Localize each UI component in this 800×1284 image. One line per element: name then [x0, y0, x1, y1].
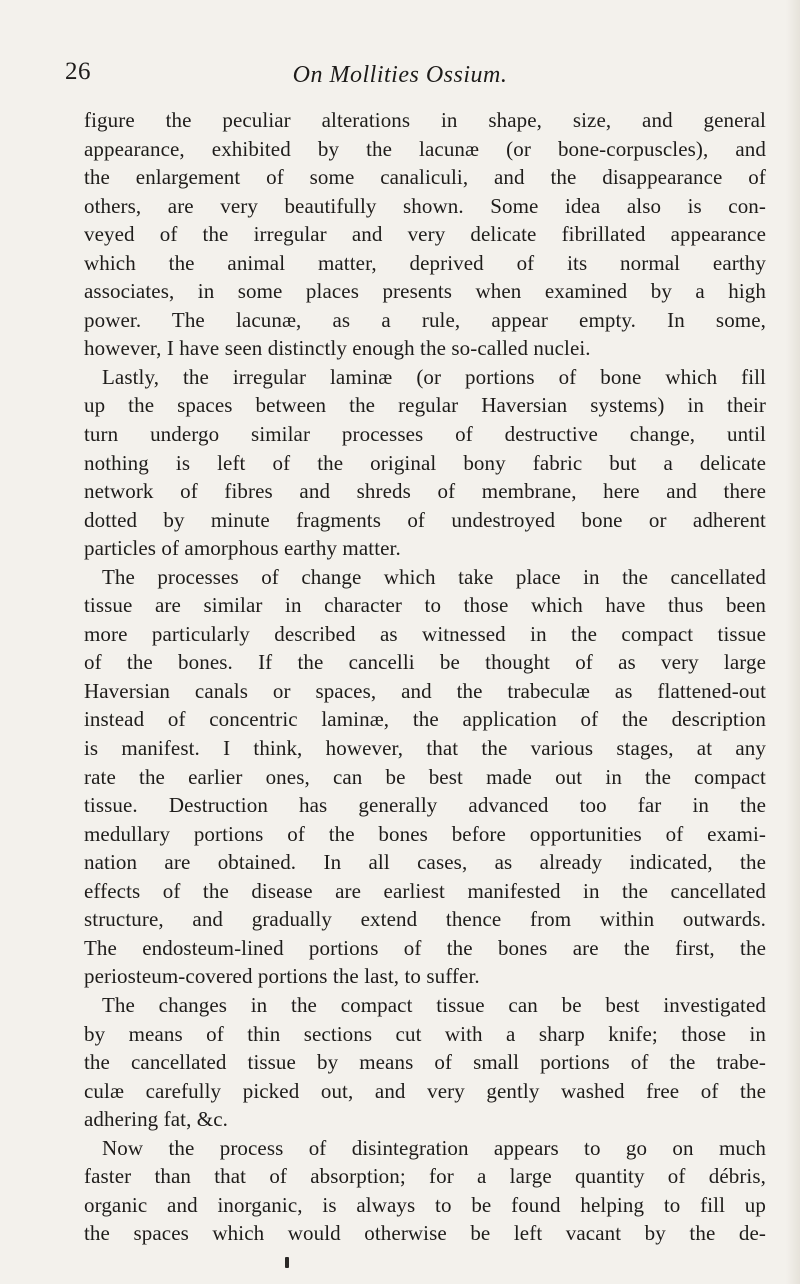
text-line: medullary portions of the bones before opportunities of exami-	[84, 821, 766, 846]
text-line: particles of amorphous earthy matter.	[84, 536, 401, 561]
text-line: The endosteum-lined portions of the bones are the first, the	[84, 935, 766, 960]
text-line: power. The lacunæ, as a rule, appear empty. In some,	[84, 307, 766, 332]
paragraph-start-line: The processes of change which take place in the cancellated	[102, 564, 766, 589]
text-line: organic and inorganic, is always to be found helping to fill up	[84, 1192, 766, 1217]
text-line: periosteum-covered portions the last, to suffer.	[84, 964, 480, 989]
text-line: nation are obtained. In all cases, as already indicated, the	[84, 850, 766, 875]
text-line: network of fibres and shreds of membrane, here and there	[84, 479, 766, 504]
text-line: tissue. Destruction has generally advanced too far in the	[84, 793, 766, 818]
text-line: rate the earlier ones, can be best made out in the compact	[84, 764, 766, 789]
text-line: up the spaces between the regular Haversian systems) in their	[84, 393, 766, 418]
page-header	[0, 58, 800, 98]
text-line: dotted by minute fragments of undestroyed bone or adherent	[84, 507, 766, 532]
running-title: On Mollities Ossium.	[292, 62, 508, 88]
text-line: is manifest. I think, however, that the various stages, at any	[84, 736, 766, 761]
text-line: which the animal matter, deprived of its normal earthy	[84, 250, 766, 275]
page-number: 26	[65, 58, 91, 85]
text-line: however, I have seen distinctly enough the so-called nuclei.	[84, 336, 591, 361]
text-line: faster than that of absorption; for a large quantity of débris,	[84, 1164, 766, 1189]
text-line: structure, and gradually extend thence from within outwards.	[84, 907, 766, 932]
text-line: nothing is left of the original bony fabric but a delicate	[84, 450, 766, 475]
text-line: appearance, exhibited by the lacunæ (or bone-corpuscles), and	[84, 136, 766, 161]
text-line: the enlargement of some canaliculi, and the disappearance of	[84, 165, 766, 190]
text-line: the cancellated tissue by means of small portions of the trabe-	[84, 1050, 766, 1075]
text-line: Haversian canals or spaces, and the trabeculæ as flattened-out	[84, 678, 766, 703]
text-line: the spaces which would otherwise be left vacant by the de-	[84, 1221, 766, 1246]
text-line: more particularly described as witnessed in the compact tissue	[84, 621, 766, 646]
text-line: instead of concentric laminæ, the application of the description	[84, 707, 766, 732]
text-line: culæ carefully picked out, and very gently washed free of the	[84, 1078, 766, 1103]
text-line: by means of thin sections cut with a sharp knife; those in	[84, 1021, 766, 1046]
text-line: tissue are similar in character to those which have thus been	[84, 593, 766, 618]
text-line: turn undergo similar processes of destructive change, until	[84, 422, 766, 447]
text-line: of the bones. If the cancelli be thought of as very large	[84, 650, 766, 675]
ink-speck	[285, 1257, 289, 1268]
text-line: effects of the disease are earliest manifested in the cancellated	[84, 878, 766, 903]
paragraph-start-line: Lastly, the irregular laminæ (or portions of bone which fill	[102, 364, 766, 389]
text-line: figure the peculiar alterations in shape, size, and general	[84, 108, 766, 132]
text-line: others, are very beautifully shown. Some idea also is con-	[84, 193, 766, 218]
paragraph-start-line: Now the process of disintegration appears to go on much	[102, 1135, 766, 1160]
page-edge-shadow	[786, 0, 800, 1284]
body-text	[84, 106, 766, 1248]
text-line: associates, in some places presents when examined by a high	[84, 279, 766, 304]
paragraph-start-line: The changes in the compact tissue can be best investigated	[102, 992, 766, 1017]
text-line: adhering fat, &c.	[84, 1107, 228, 1132]
text-line: veyed of the irregular and very delicate fibrillated appearance	[84, 222, 766, 247]
